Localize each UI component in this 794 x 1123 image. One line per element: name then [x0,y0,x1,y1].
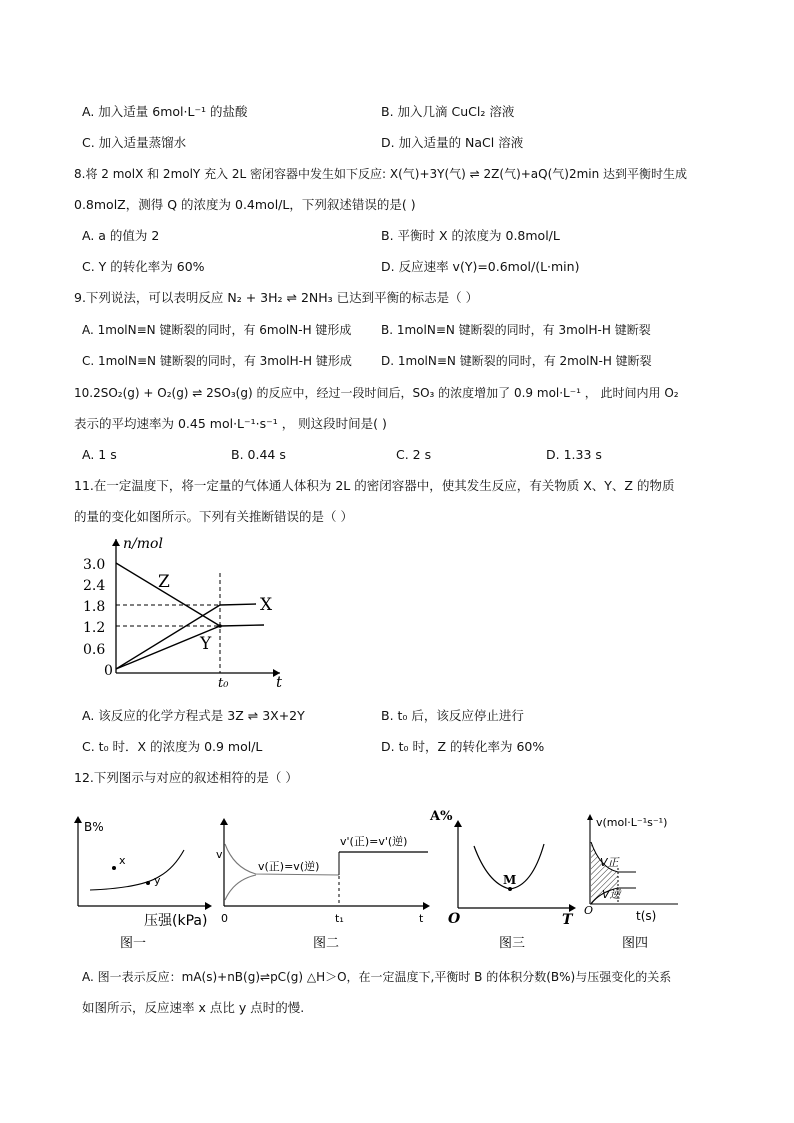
q9-option-a: A. 1molN≡N 键断裂的同时，有 6molN-H 键形成 [82,323,352,337]
fig2-x-label: t [419,912,424,925]
fig1-y-label: B% [84,820,104,834]
q12-figure-4 [578,808,718,954]
q10-option-c: C. 2 s [396,447,432,462]
q11-option-a: A. 该反应的化学方程式是 3Z ⇌ 3X+2Y [82,708,305,723]
q12-option-a-line1: A. 图一表示反应：mA(s)+nB(g)⇌pC(g) △H＞O，在一定温度下,平衡时 B 的体积分数(B%)与压强变化的关系 [82,970,672,984]
q11-option-b: B. t₀ 后，该反应停止进行 [381,708,524,723]
q8-option-a: A. a 的值为 2 [82,228,160,243]
q11-x-label: t [276,673,283,691]
q12-stem: 12.下列图示与对应的叙述相符的是（ ） [74,770,298,785]
q10-option-a: A. 1 s [82,447,117,462]
q7-option-d: D. 加入适量的 NaCl 溶液 [381,135,524,150]
fig2-y-arrow [220,818,228,825]
q11-ytick: 2.4 [83,578,106,594]
fig4-y-label: v(mol·L⁻¹s⁻¹) [596,816,668,829]
q12-option-a-line2: 如图所示，反应速率 x 点比 y 点时的慢. [82,1000,305,1015]
fig1-caption: 图一 [120,936,147,951]
q10-stem-line1: 10.2SO₂(g) + O₂(g) ⇌ 2SO₃(g) 的反应中，经过一段时间后，SO₃ 的浓度增加了 0.9 mol·L⁻¹ ， 此时间内用 O₂ [74,386,679,400]
q11-y-arrow [112,539,120,546]
fig1-curve [90,850,184,890]
q10-option-b: B. 0.44 s [231,447,286,462]
fig2-eq1: v(正)=v(逆) [258,860,320,873]
fig2-y-label: v [216,848,223,861]
fig2-caption: 图二 [313,936,340,951]
q8-stem-line1: 8.将 2 molX 和 2molY 充入 2L 密闭容器中发生如下反应: X(气)+3Y(气) ⇌ 2Z(气)+aQ(气)2min 达到平衡时生成 [74,167,688,181]
q7-option-a: A. 加入适量 6mol·L⁻¹ 的盐酸 [82,104,248,119]
q9-option-c: C. 1molN≡N 键断裂的同时，有 3molH-H 键形成 [82,354,352,368]
fig2-curve-reverse [225,875,256,900]
q10-stem-line2: 表示的平均速率为 0.45 mol·L⁻¹·s⁻¹ ， 则这段时间是( ) [74,416,387,431]
fig3-x-arrow [569,904,576,912]
q8-stem-line2: 0.8molZ，测得 Q 的浓度为 0.4mol/L，下列叙述错误的是( ) [74,197,416,212]
q11-label-z: Z [158,572,170,592]
fig4-x-label: t(s) [636,909,657,923]
fig1-point-x [112,866,116,870]
q11-ytick: 0 [104,663,113,679]
q11-ytick: 0.6 [83,642,106,658]
fig3-point-m [508,887,512,891]
q9-stem: 9.下列说法，可以表明反应 N₂ + 3H₂ ⇌ 2NH₃ 已达到平衡的标志是（ ） [74,290,479,305]
q8-option-c: C. Y 的转化率为 60% [82,259,205,274]
fig1-label-y: y [154,874,161,887]
q11-label-y: Y [200,634,212,654]
fig4-y-arrow [587,814,593,820]
fig4-origin: O [584,904,594,917]
fig3-label-m: M [503,873,517,887]
q11-graph [80,535,290,695]
q11-point [218,624,222,628]
fig4-caption: 图四 [622,936,649,951]
q9-option-d: D. 1molN≡N 键断裂的同时，有 2molN-H 键断裂 [381,354,652,368]
q10-option-d: D. 1.33 s [546,447,602,462]
q11-ytick: 1.2 [83,620,106,636]
fig2-eq2: v'(正)=v'(逆) [340,835,408,848]
fig2-origin: 0 [221,912,228,925]
fig3-y-arrow [454,820,462,827]
q11-y-flat [220,625,264,626]
fig2-t1: t₁ [335,912,344,925]
fig3-x-label: T [562,912,573,928]
q9-option-b: B. 1molN≡N 键断裂的同时，有 3molH-H 键断裂 [381,323,651,337]
q11-x-flat [220,604,256,605]
fig1-x-label: 压强(kPa) [144,913,208,929]
q11-stem-line2: 的量的变化如图所示。下列有关推断错误的是（ ） [74,509,353,524]
fig3-caption: 图三 [499,936,526,951]
fig1-point-y [146,881,150,885]
q11-t0-label: t₀ [218,676,229,691]
q8-option-b: B. 平衡时 X 的浓度为 0.8mol/L [381,228,560,243]
fig3-y-label: A% [430,809,453,824]
q11-label-x: X [260,595,273,615]
q11-option-d: D. t₀ 时，Z 的转化率为 60% [381,739,545,754]
fig4-label-vz: V正 [600,856,619,869]
q11-stem-line1: 11.在一定温度下，将一定量的气体通人体积为 2L 的密闭容器中，使其发生反应，有关物质 X、Y、Z 的物质 [74,478,675,493]
q7-option-c: C. 加入适量蒸馏水 [82,135,187,150]
q11-ytick: 1.8 [83,599,106,615]
q7-option-b: B. 加入几滴 CuCl₂ 溶液 [381,104,515,119]
fig3-origin: O [448,911,461,927]
q11-y-label: n/mol [123,536,163,552]
q12-figure-1 [70,812,220,954]
fig4-label-vn: V逆 [602,888,621,901]
q11-option-c: C. t₀ 时．X 的浓度为 0.9 mol/L [82,739,263,754]
fig1-y-arrow [74,816,82,823]
fig1-label-x: x [119,854,126,867]
fig1-x-arrow [205,902,212,910]
q11-ytick: 3.0 [83,557,106,573]
q8-option-d: D. 反应速率 v(Y)=0.6mol/(L·min) [381,259,580,274]
q12-figure-3 [428,800,588,954]
q12-figure-2 [212,812,440,954]
